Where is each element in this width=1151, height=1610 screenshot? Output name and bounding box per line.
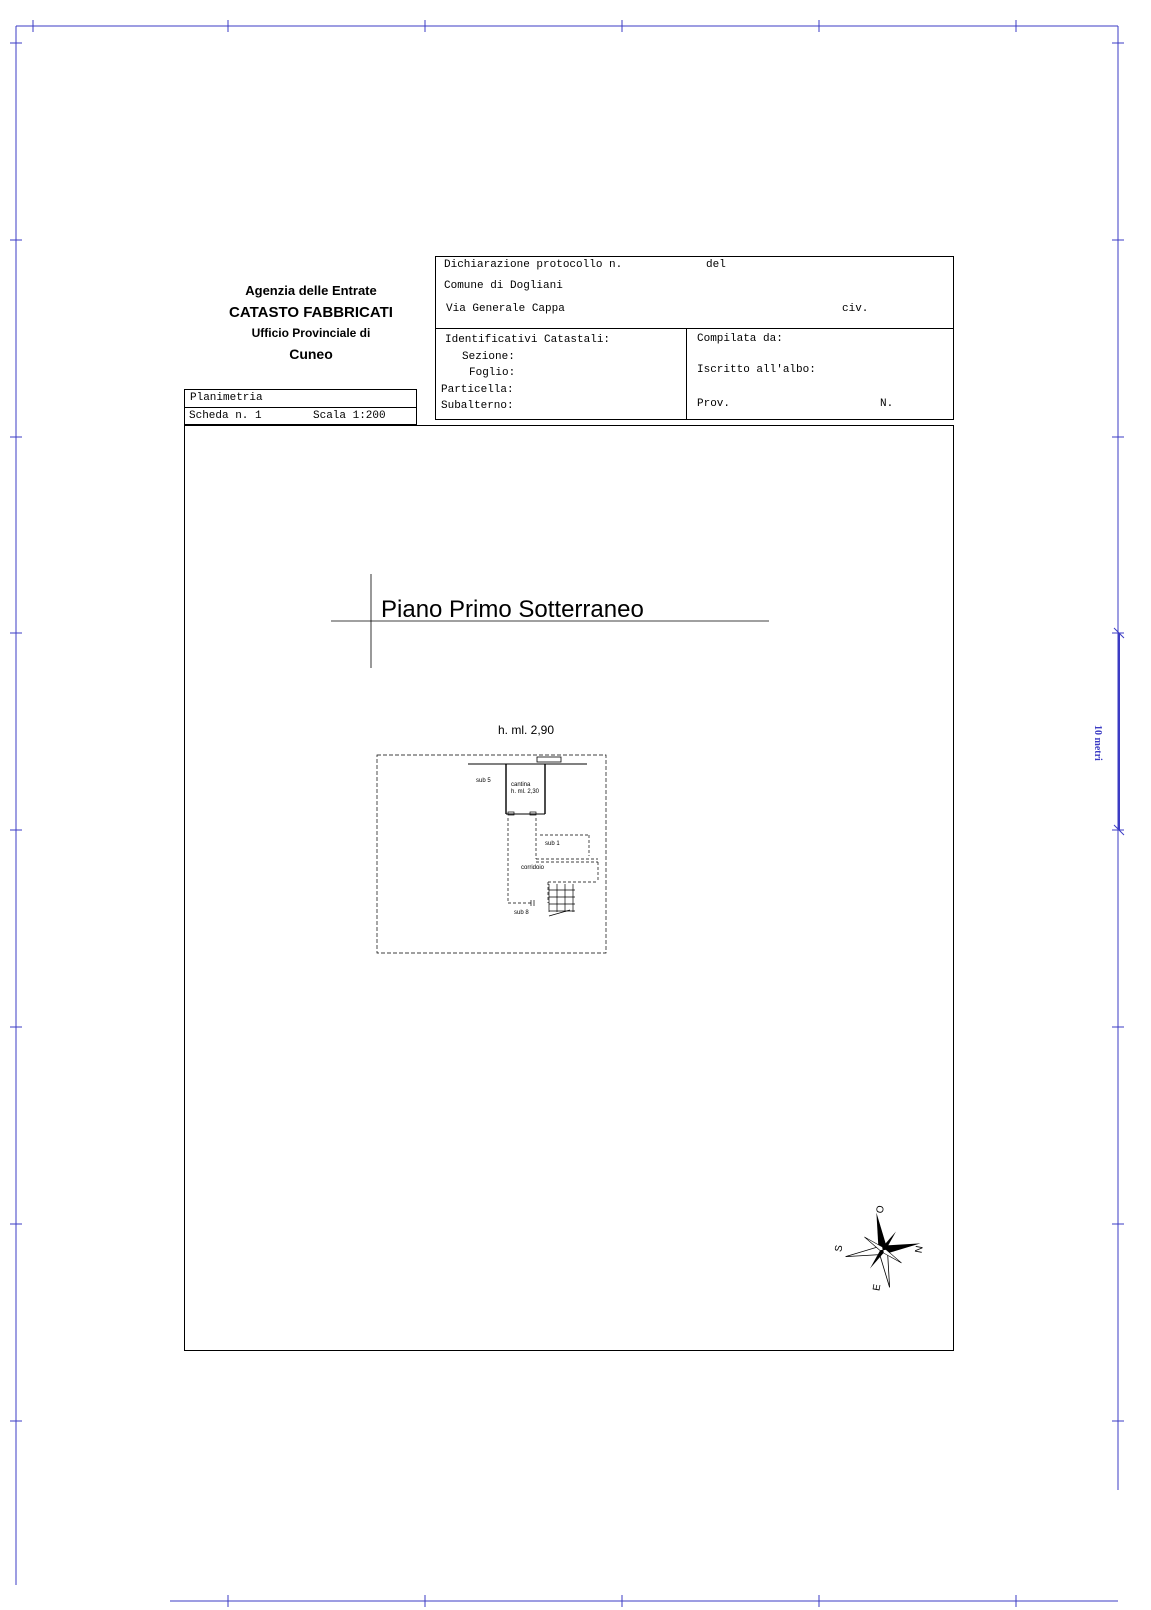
foglio-label: Foglio: [469, 367, 516, 379]
compass-s: S [833, 1244, 846, 1253]
prov-label: Prov. [697, 398, 731, 410]
sezione-label: Sezione: [462, 351, 515, 363]
compass-e: E [871, 1283, 884, 1292]
floor-height: h. ml. 2,90 [498, 723, 555, 737]
sub8-label: sub 8 [514, 910, 529, 916]
scheda-number: Scheda n. 1 [189, 410, 262, 422]
scale-ratio: Scala 1:200 [313, 410, 386, 422]
subalterno-label: Subalterno: [441, 400, 514, 412]
del-label: del [706, 259, 726, 271]
civic-label: civ. [842, 303, 869, 315]
catasto-title: CATASTO FABBRICATI [229, 304, 393, 321]
compass-o: O [874, 1204, 887, 1215]
n-label: N. [880, 398, 894, 410]
ufficio-label: Ufficio Provinciale di [251, 326, 371, 340]
agency-name: Agenzia delle Entrate [245, 283, 377, 298]
compilata-label: Compilata da: [697, 333, 783, 345]
scale-bar-label: 10 metri [1092, 725, 1103, 761]
floor-title: Piano Primo Sotterraneo [381, 596, 644, 623]
address-label: Via Generale Cappa [446, 303, 565, 315]
compass-n: N [913, 1244, 926, 1255]
sub1-label: sub 1 [545, 841, 560, 847]
comune-label: Comune di Dogliani [444, 280, 563, 292]
protocollo-label: Dichiarazione protocollo n. [444, 259, 623, 271]
identifiers-title: Identificativi Catastali: [445, 334, 611, 346]
iscritto-label: Iscritto all'albo: [697, 364, 816, 376]
cantina-label: cantina [511, 782, 531, 788]
province-name: Cuneo [289, 346, 333, 362]
cantina-height-label: h. ml. 2,30 [511, 789, 540, 795]
corridoio-label: corridoio [521, 865, 545, 871]
particella-label: Particella: [441, 384, 514, 396]
plan-title: Planimetria [190, 392, 263, 404]
sub5-label: sub 5 [476, 778, 491, 784]
